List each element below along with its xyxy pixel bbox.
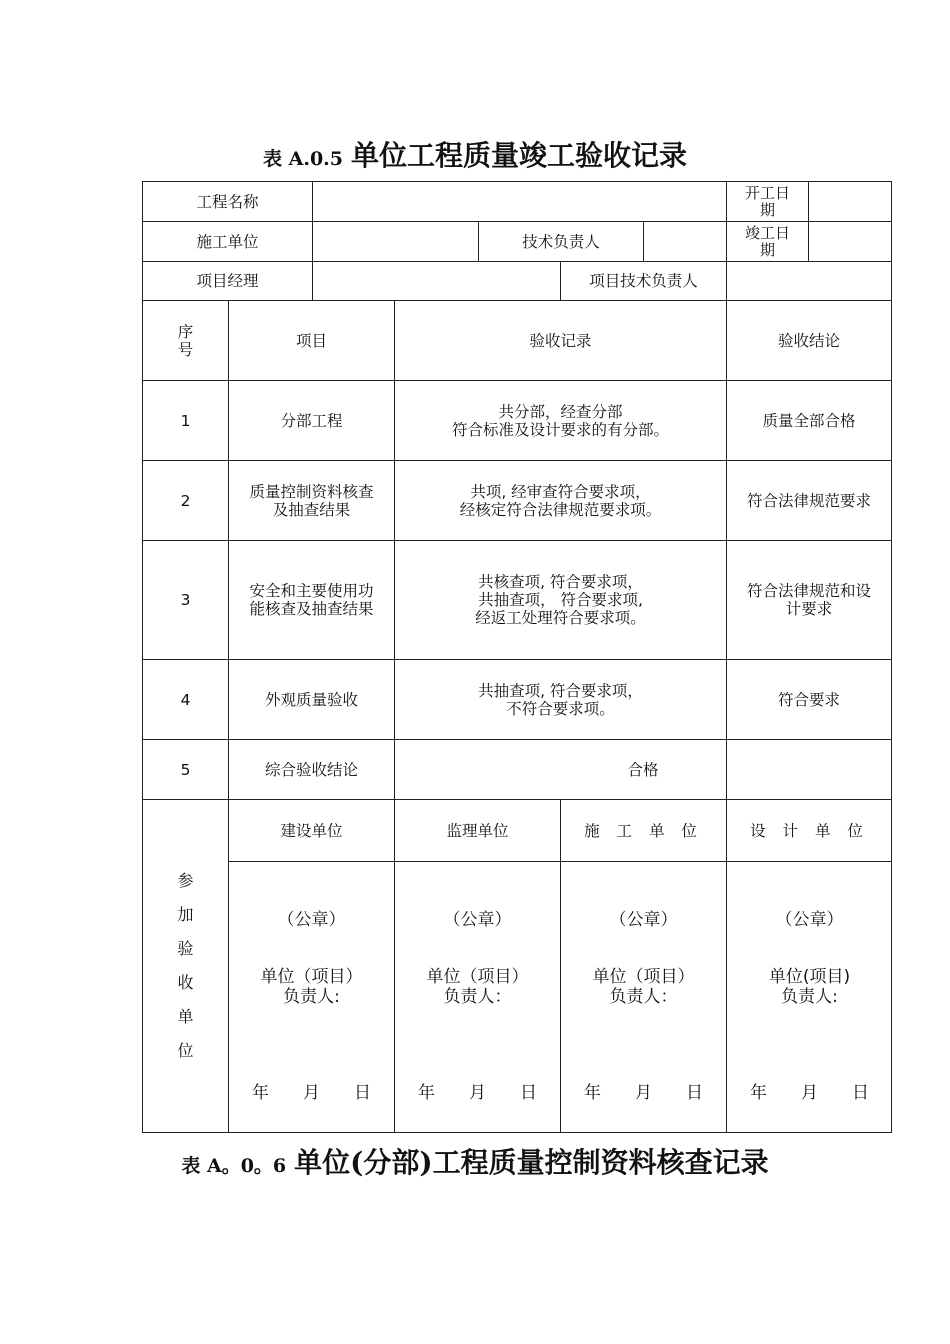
tech-lead-field[interactable] [644,222,726,261]
row-no: 2 [180,491,191,510]
participants-label [143,800,228,1132]
unit-responsible: 单位（项目） 负责人： [592,967,695,1007]
col-header-record: 验收记录 [529,331,592,350]
project-tech-lead-label: 项目技术负责人 [589,272,698,290]
row-item: 质量控制资料核查 及抽查结果 [249,482,374,519]
start-date-field[interactable] [809,182,891,221]
table-name: 单位工程质量竣工验收记录 [351,139,688,172]
unit-date: 年 月 日 [584,1083,703,1103]
row-record: 共分部，经查分部 符合标准及设计要求的有分部。 [451,402,669,439]
table-title-a05 [0,134,950,174]
unit-responsible: 单位（项目） 负责人： [426,967,529,1007]
construction-unit-field[interactable] [313,222,478,261]
unit-name: 建设单位 [280,821,343,840]
unit-seal: （公章） [277,910,346,930]
col-header-conclusion: 验收结论 [777,331,840,350]
participants-label-char: 位 [177,1041,194,1060]
row-record: 合格 [627,760,659,779]
project-name-field[interactable] [313,182,726,221]
row-no: 5 [180,760,191,779]
table-name: 单位(分部)工程质量控制资料核查记录 [294,1146,769,1179]
row-record: 共核查项, 符合要求项， 共抽查项， 符合要求项, 经返工处理符合要求项。 [475,573,646,627]
unit-seal: （公章） [443,910,512,930]
unit-date: 年 月 日 [418,1083,537,1103]
participants-label-char: 单 [177,1007,194,1026]
col-header-no: 序号 [177,322,194,359]
unit-name: 监理单位 [446,821,509,840]
completion-date-label: 竣工日期 [744,223,790,259]
row-conclusion: 符合法律规范要求 [746,491,871,510]
completion-date-field[interactable] [809,222,891,261]
table-number: 表 A.0.5 [262,148,343,170]
table-number: 表 A。0。6 [181,1155,287,1177]
participants-label-char: 加 [177,905,194,924]
start-date-label: 开工日期 [744,183,790,219]
row-no: 3 [180,591,191,609]
unit-seal: （公章） [775,910,844,930]
table-title-a06 [0,1141,950,1181]
unit-name: 设 计 单 位 [750,821,869,840]
project-manager-label: 项目经理 [196,272,259,290]
tech-lead-label: 技术负责人 [522,232,600,251]
participants-label-char: 收 [177,973,194,992]
participants-label-char: 验 [177,939,194,958]
unit-responsible: 单位（项目） 负责人: [260,967,363,1007]
participants-label-char: 参 [177,871,194,890]
row-item: 综合验收结论 [264,760,358,779]
unit-date: 年 月 日 [252,1083,371,1103]
unit-responsible: 单位(项目) 负责人: [768,967,851,1007]
row-item: 分部工程 [280,411,343,430]
row-item: 安全和主要使用功 能核查及抽查结果 [249,582,374,618]
row-item: 外观质量验收 [264,690,358,709]
unit-name: 施 工 单 位 [584,821,703,840]
unit-date: 年 月 日 [750,1083,869,1103]
row-record: 共项, 经审查符合要求项， 经核定符合法律规范要求项。 [459,482,662,519]
row-record: 共抽查项, 符合要求项， 不符合要求项。 [478,681,643,718]
row-conclusion: 符合法律规范和设 计要求 [746,582,871,618]
row-no: 1 [180,411,191,430]
project-name-label: 工程名称 [196,192,259,211]
project-manager-field[interactable] [313,262,560,300]
row-conclusion: 符合要求 [777,690,840,709]
construction-unit-label: 施工单位 [196,232,259,251]
unit-seal: （公章） [609,910,678,930]
row-no: 4 [180,690,191,709]
row-conclusion: 质量全部合格 [762,411,856,430]
col-header-item: 项目 [295,331,327,350]
project-tech-lead-field[interactable] [727,262,891,300]
